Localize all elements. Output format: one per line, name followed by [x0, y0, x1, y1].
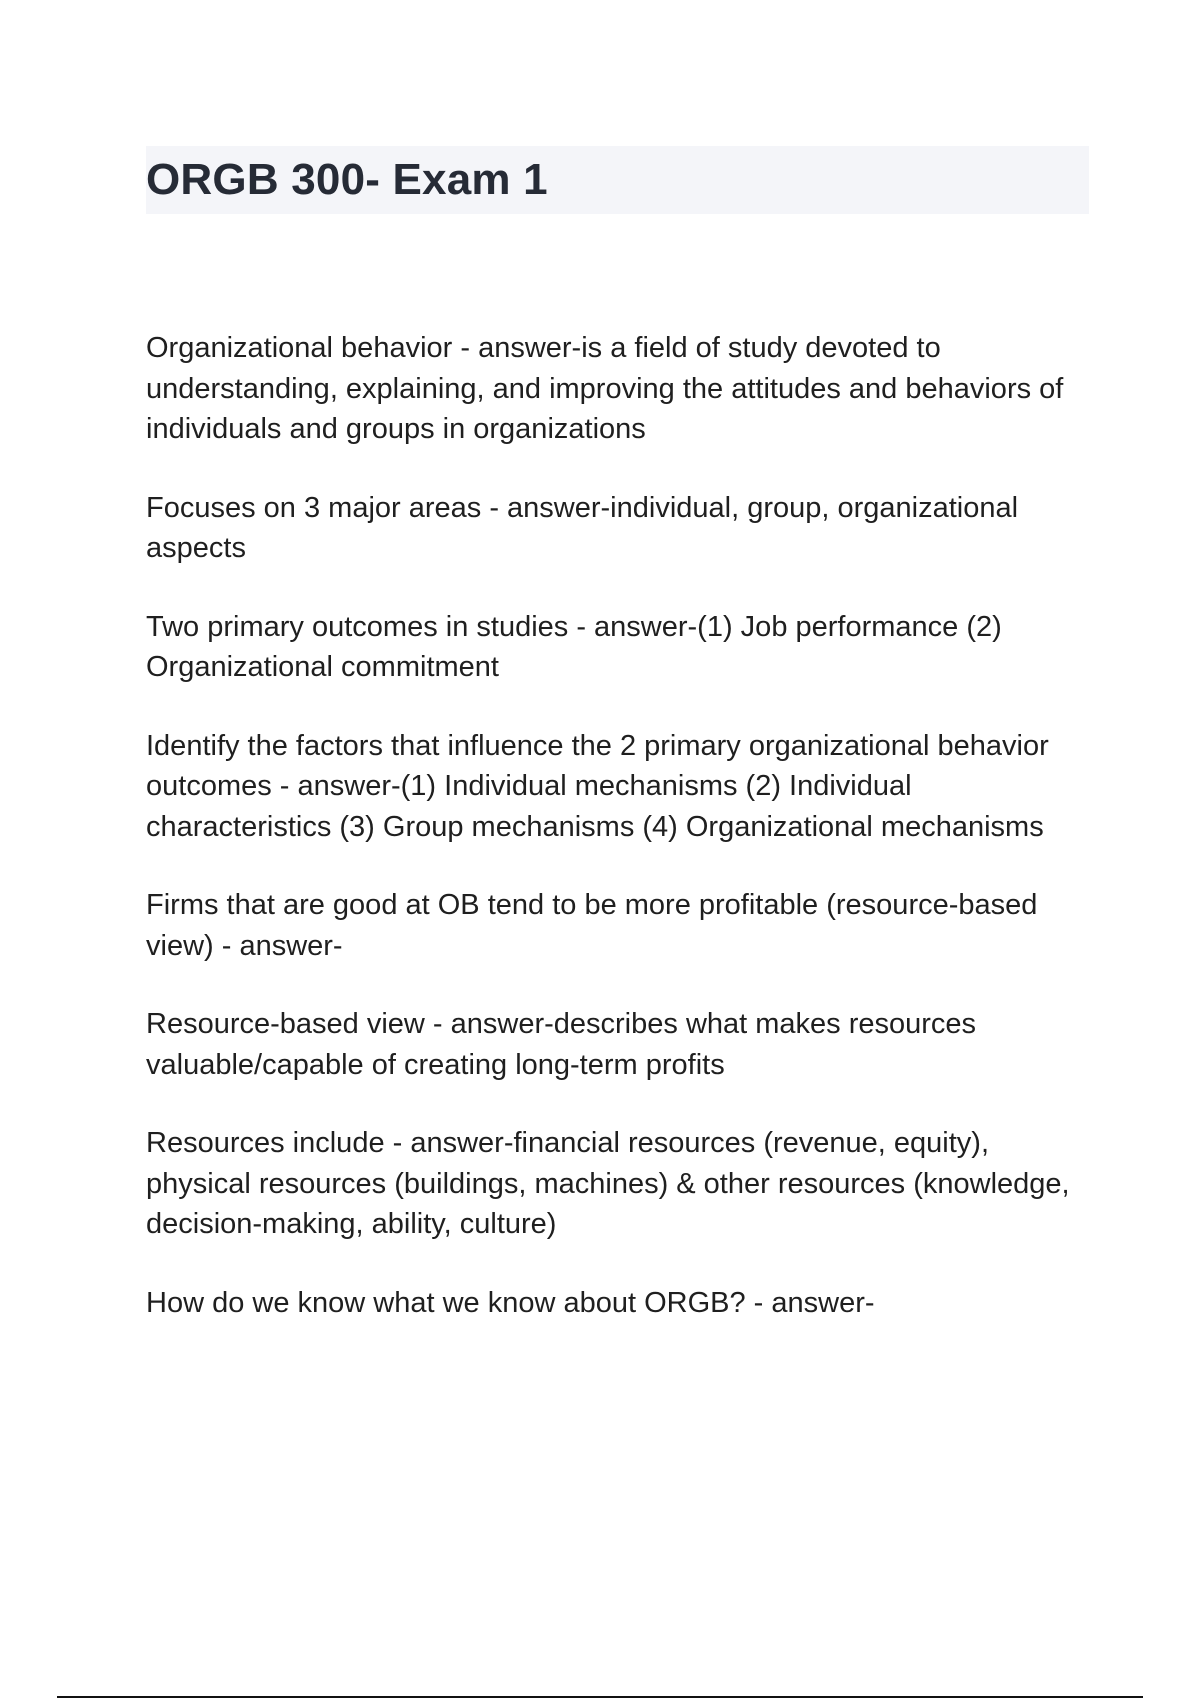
title-banner	[146, 146, 1089, 214]
flashcard-entry: Focuses on 3 major areas - answer-individual, group, organizational aspects	[146, 491, 1019, 564]
flashcard-list	[146, 328, 1096, 1361]
flashcard-entry: Organizational behavior - answer-is a field of study devoted to understanding, explaining, and improving the attitudes and behaviors of individuals and groups in organizations	[146, 332, 1064, 445]
flashcard-entry: Identify the factors that influence the 2 primary organizational behavior outcomes - answer-(1) Individual mechanisms (2) Individual characteristics (3) Group mechanisms (4) Organizational mechanisms	[146, 729, 1049, 843]
flashcard-entry: Resource-based view - answer-describes what makes resources valuable/capable of creating long-term profits	[146, 1008, 977, 1081]
footer-divider	[57, 1696, 1143, 1698]
flashcard-entry: How do we know what we know about ORGB? - answer-	[146, 1286, 875, 1319]
flashcard-entry: Resources include - answer-financial resources (revenue, equity), physical resources (buildings, machines) & other resources (knowledge, decision-making, ability, culture)	[146, 1127, 1070, 1240]
flashcard-entry: Firms that are good at OB tend to be more profitable (resource-based view) - answer-	[146, 889, 1038, 962]
page-title: ORGB 300- Exam 1	[146, 155, 548, 204]
flashcard-entry: Two primary outcomes in studies - answer-(1) Job performance (2) Organizational commitment	[146, 610, 1002, 683]
